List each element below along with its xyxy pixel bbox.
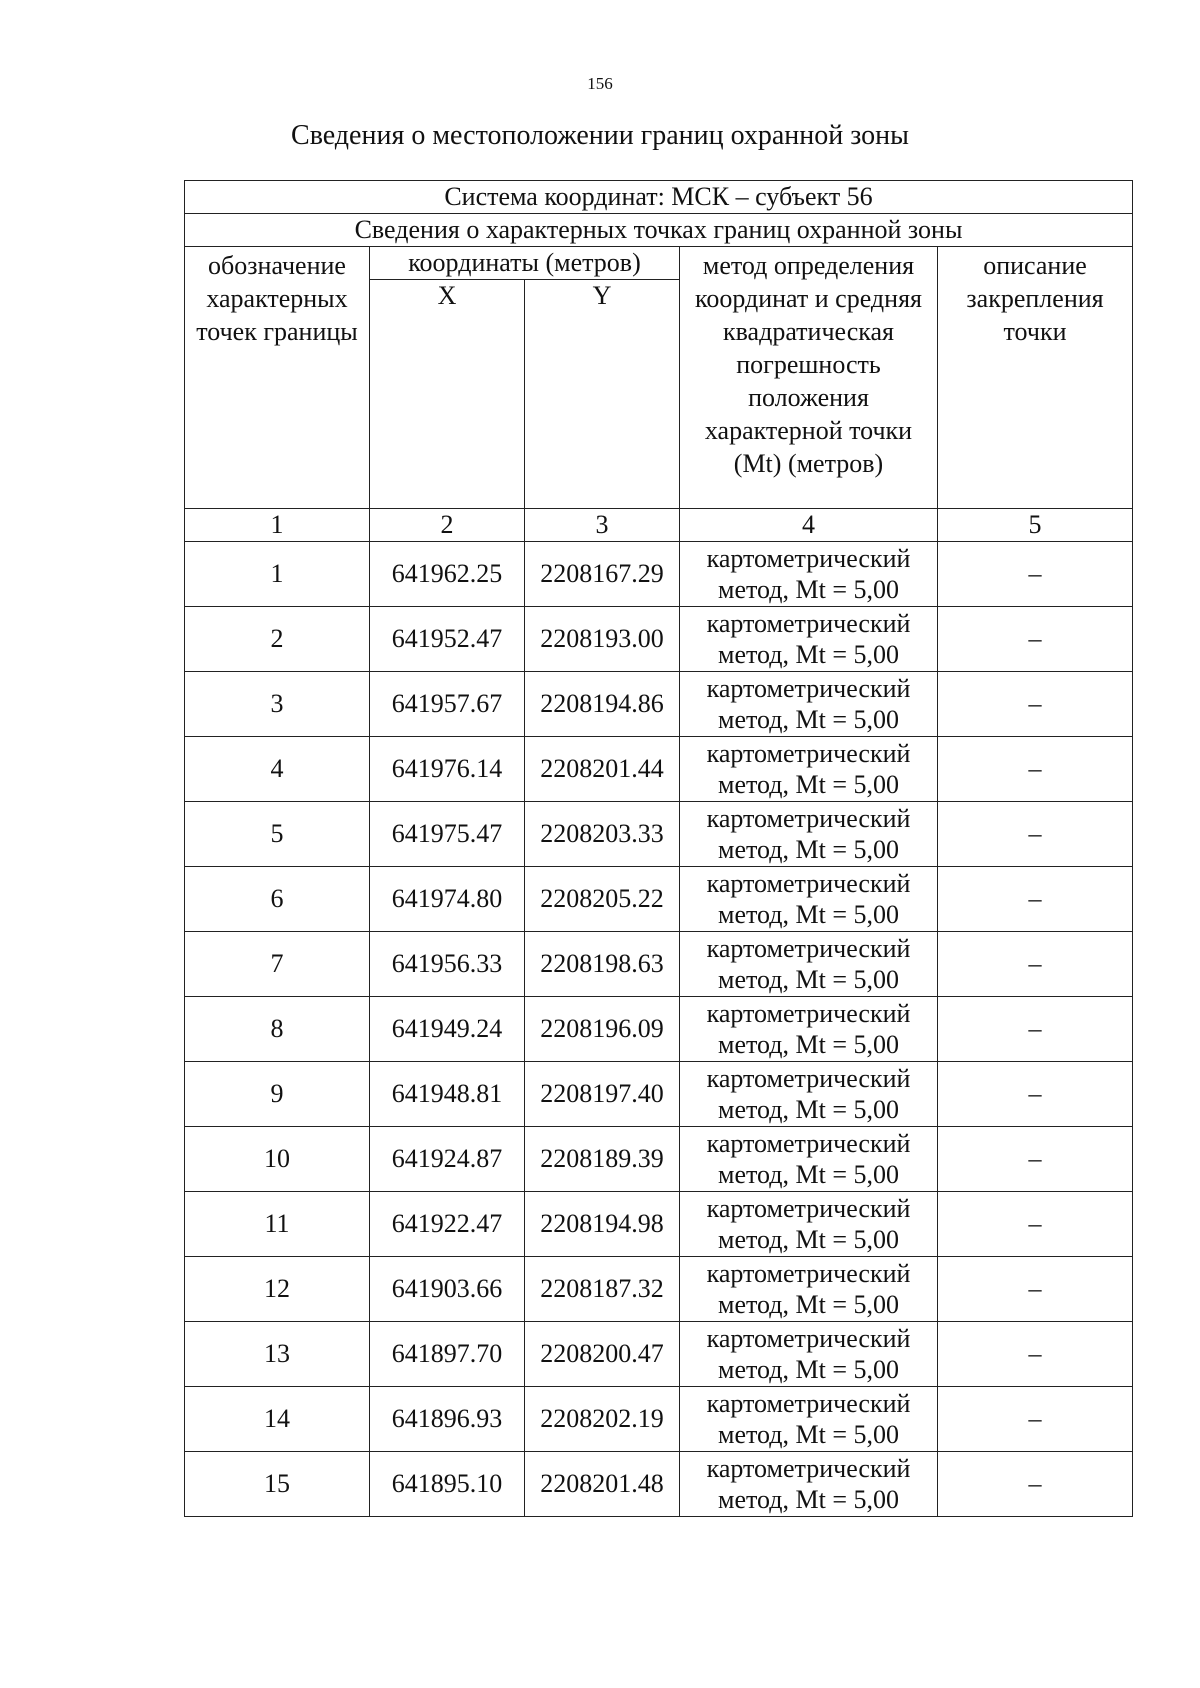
- fixing-cell: –: [938, 997, 1133, 1062]
- table-body: [185, 181, 1133, 1517]
- method-cell: картометрический метод, Mt = 5,00: [680, 932, 938, 997]
- info-cell: Сведения о характерных точках границ охранной зоны: [185, 214, 1133, 247]
- table-row: [185, 932, 1133, 997]
- y-cell: 2208194.98: [525, 1192, 680, 1257]
- y-cell: 2208197.40: [525, 1062, 680, 1127]
- y-cell: 2208203.33: [525, 802, 680, 867]
- table-row: [185, 802, 1133, 867]
- y-cell: 2208198.63: [525, 932, 680, 997]
- fixing-cell: –: [938, 1062, 1133, 1127]
- coordinate-system-row: [185, 181, 1133, 214]
- point-cell: 7: [185, 932, 370, 997]
- table-row: [185, 1192, 1133, 1257]
- point-cell: 6: [185, 867, 370, 932]
- column-number: 2: [370, 509, 525, 542]
- point-cell: 13: [185, 1322, 370, 1387]
- header-point-designation: обозначение характерных точек границы: [185, 247, 370, 509]
- y-cell: 2208167.29: [525, 542, 680, 607]
- page-title: Сведения о местоположении границ охранной зоны: [291, 120, 909, 151]
- point-cell: 12: [185, 1257, 370, 1322]
- method-cell: картометрический метод, Mt = 5,00: [680, 997, 938, 1062]
- coordinate-system-cell: Система координат: МСК – субъект 56: [185, 181, 1133, 214]
- table-row: [185, 672, 1133, 737]
- x-cell: 641974.80: [370, 867, 525, 932]
- table-row: [185, 542, 1133, 607]
- fixing-cell: –: [938, 1257, 1133, 1322]
- page-number: 156: [587, 74, 613, 93]
- method-cell: картометрический метод, Mt = 5,00: [680, 607, 938, 672]
- header-x: X: [370, 280, 525, 509]
- point-cell: 3: [185, 672, 370, 737]
- x-cell: 641975.47: [370, 802, 525, 867]
- method-cell: картометрический метод, Mt = 5,00: [680, 1322, 938, 1387]
- y-cell: 2208200.47: [525, 1322, 680, 1387]
- table-row: [185, 737, 1133, 802]
- y-cell: 2208193.00: [525, 607, 680, 672]
- x-cell: 641957.67: [370, 672, 525, 737]
- column-number: 4: [680, 509, 938, 542]
- method-cell: картометрический метод, Mt = 5,00: [680, 867, 938, 932]
- method-cell: картометрический метод, Mt = 5,00: [680, 1192, 938, 1257]
- fixing-cell: –: [938, 737, 1133, 802]
- table-row: [185, 1127, 1133, 1192]
- y-cell: 2208205.22: [525, 867, 680, 932]
- point-cell: 2: [185, 607, 370, 672]
- table-row: [185, 1322, 1133, 1387]
- fixing-cell: –: [938, 1192, 1133, 1257]
- header-row: [185, 247, 1133, 280]
- table-row: [185, 1452, 1133, 1517]
- method-cell: картометрический метод, Mt = 5,00: [680, 1127, 938, 1192]
- y-cell: 2208201.44: [525, 737, 680, 802]
- method-cell: картометрический метод, Mt = 5,00: [680, 1387, 938, 1452]
- fixing-cell: –: [938, 1452, 1133, 1517]
- fixing-cell: –: [938, 672, 1133, 737]
- method-cell: картометрический метод, Mt = 5,00: [680, 802, 938, 867]
- point-cell: 9: [185, 1062, 370, 1127]
- x-cell: 641956.33: [370, 932, 525, 997]
- x-cell: 641896.93: [370, 1387, 525, 1452]
- column-number: 1: [185, 509, 370, 542]
- table-row: [185, 1062, 1133, 1127]
- column-number: 3: [525, 509, 680, 542]
- fixing-cell: –: [938, 542, 1133, 607]
- fixing-cell: –: [938, 867, 1133, 932]
- table-row: [185, 867, 1133, 932]
- y-cell: 2208202.19: [525, 1387, 680, 1452]
- x-cell: 641903.66: [370, 1257, 525, 1322]
- x-cell: 641962.25: [370, 542, 525, 607]
- y-cell: 2208196.09: [525, 997, 680, 1062]
- method-cell: картометрический метод, Mt = 5,00: [680, 737, 938, 802]
- table-row: [185, 1387, 1133, 1452]
- y-cell: 2208194.86: [525, 672, 680, 737]
- fixing-cell: –: [938, 932, 1133, 997]
- fixing-cell: –: [938, 1387, 1133, 1452]
- column-number-row: [185, 509, 1133, 542]
- x-cell: 641952.47: [370, 607, 525, 672]
- point-cell: 4: [185, 737, 370, 802]
- point-cell: 11: [185, 1192, 370, 1257]
- point-cell: 1: [185, 542, 370, 607]
- y-cell: 2208189.39: [525, 1127, 680, 1192]
- header-fixing: описание закрепления точки: [938, 247, 1133, 509]
- method-cell: картометрический метод, Mt = 5,00: [680, 542, 938, 607]
- x-cell: 641949.24: [370, 997, 525, 1062]
- table-row: [185, 607, 1133, 672]
- x-cell: 641976.14: [370, 737, 525, 802]
- method-cell: картометрический метод, Mt = 5,00: [680, 1257, 938, 1322]
- table-row: [185, 997, 1133, 1062]
- x-cell: 641895.10: [370, 1452, 525, 1517]
- method-cell: картометрический метод, Mt = 5,00: [680, 1062, 938, 1127]
- point-cell: 10: [185, 1127, 370, 1192]
- fixing-cell: –: [938, 1127, 1133, 1192]
- x-cell: 641922.47: [370, 1192, 525, 1257]
- header-method: метод определения координат и средняя квадратическая погрешность положения характерной точки (Mt) (метров): [680, 247, 938, 509]
- header-coordinates: координаты (метров): [370, 247, 680, 280]
- method-cell: картометрический метод, Mt = 5,00: [680, 1452, 938, 1517]
- table-row: [185, 1257, 1133, 1322]
- y-cell: 2208187.32: [525, 1257, 680, 1322]
- x-cell: 641948.81: [370, 1062, 525, 1127]
- info-row: [185, 214, 1133, 247]
- header-y: Y: [525, 280, 680, 509]
- column-number: 5: [938, 509, 1133, 542]
- point-cell: 15: [185, 1452, 370, 1517]
- point-cell: 5: [185, 802, 370, 867]
- coordinates-table: [184, 180, 1133, 1517]
- point-cell: 14: [185, 1387, 370, 1452]
- y-cell: 2208201.48: [525, 1452, 680, 1517]
- point-cell: 8: [185, 997, 370, 1062]
- fixing-cell: –: [938, 802, 1133, 867]
- fixing-cell: –: [938, 607, 1133, 672]
- fixing-cell: –: [938, 1322, 1133, 1387]
- method-cell: картометрический метод, Mt = 5,00: [680, 672, 938, 737]
- x-cell: 641924.87: [370, 1127, 525, 1192]
- x-cell: 641897.70: [370, 1322, 525, 1387]
